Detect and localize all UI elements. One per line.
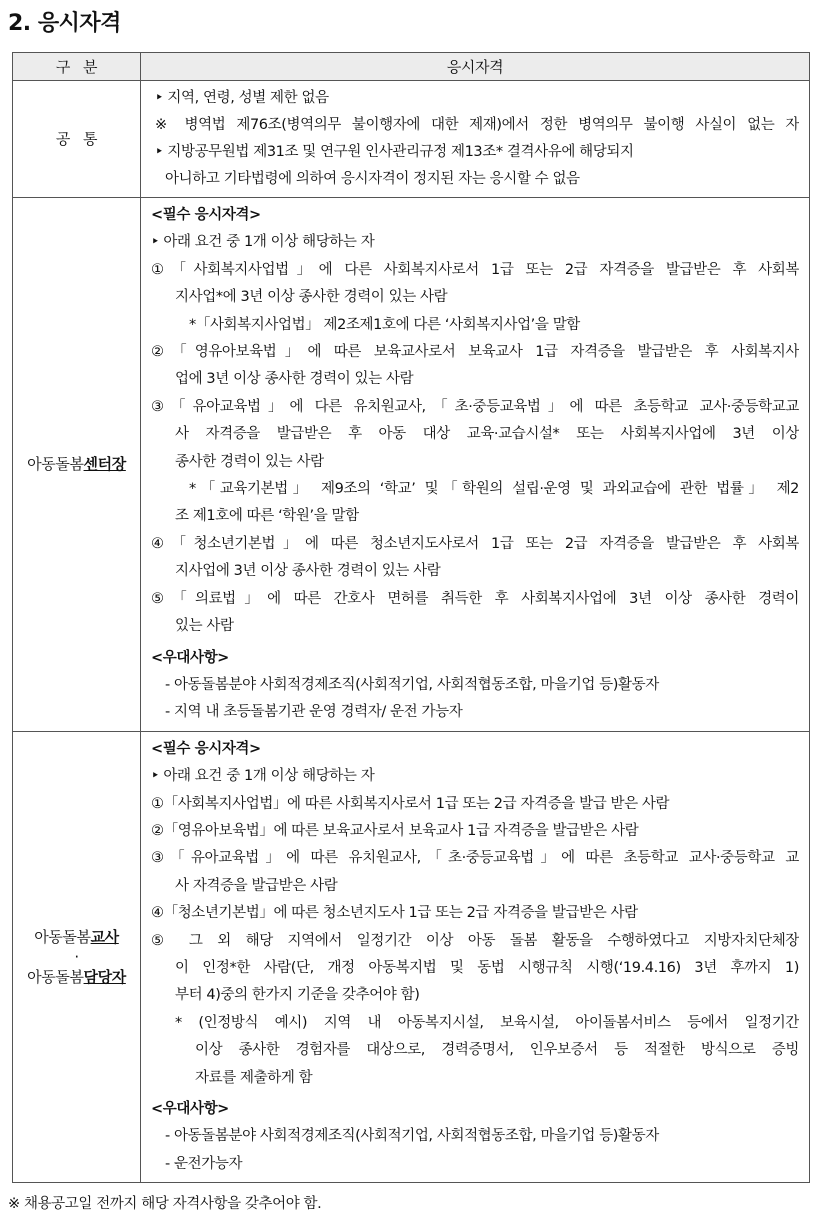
header-content: 응시자격 bbox=[141, 53, 810, 81]
center-head-label bbox=[13, 198, 141, 732]
center-head-label-bold: 센터장 bbox=[83, 455, 126, 474]
requirement-line: ②「영유아보육법」에 따른 보육교사로서 보육교사 1급 자격증을 발급받은 사람 bbox=[151, 822, 639, 839]
preference-line: - 아동돌봄분야 사회적경제조직(사회적기업, 사회적협동조합, 마을기업 등)활동자 bbox=[165, 1128, 659, 1145]
requirement-line: ②「영유아보육법」에 따른 보육교사로서 보육교사 1급 자격증을 발급받은 후 사회복지사 bbox=[151, 344, 799, 361]
common-line: ‣ 지역, 연령, 성별 제한 없음 bbox=[155, 90, 329, 106]
common-line: ※ 병역법 제76조(병역의무 불이행자에 대한 제재)에서 정한 병역의무 불이행 사실이 없는 자 bbox=[155, 117, 799, 133]
footnote: ※ 채용공고일 전까지 해당 자격사항을 갖추어야 함. bbox=[8, 1196, 322, 1212]
header-category: 구 분 bbox=[13, 53, 141, 81]
center-head-row bbox=[13, 198, 810, 732]
teacher-label-prefix: 아동돌봄 bbox=[34, 927, 91, 946]
requirement-note: 조 제1호에 따른 ‘학원’을 말함 bbox=[175, 508, 359, 525]
requirement-line: ⑤「의료법」에 따른 간호사 면허를 취득한 후 사회복지사업에 3년 이상 종사한 경력이 bbox=[151, 590, 799, 607]
common-label: 공 통 bbox=[13, 81, 141, 198]
common-line: ‣ 지방공무원법 제31조 및 연구원 인사관리규정 제13조* 결격사유에 해당되지 bbox=[155, 144, 634, 160]
common-content bbox=[141, 81, 810, 198]
requirement-note: 이상 종사한 경험자를 대상으로, 경력증명서, 인우보증서 등 적절한 방식으로 증빙 bbox=[195, 1042, 799, 1059]
teacher-row bbox=[13, 731, 810, 1183]
requirement-line: 지사업에 3년 이상 종사한 경력이 있는 사람 bbox=[175, 563, 441, 580]
preference-title: <우대사항> bbox=[151, 1101, 229, 1117]
teacher-label bbox=[13, 731, 141, 1183]
preference-line: - 아동돌봄분야 사회적경제조직(사회적기업, 사회적협동조합, 마을기업 등)활동자 bbox=[165, 676, 659, 693]
requirement-line: 부터 4)중의 한가지 기준을 갖추어야 함) bbox=[175, 987, 420, 1004]
requirement-note: * (인정방식 예시) 지역 내 아동복지시설, 보육시설, 아이돌봄서비스 등에서 일정기간 bbox=[175, 1014, 799, 1031]
common-row bbox=[13, 81, 810, 198]
requirement-line: ①「사회복지사업법」에 따른 사회복지사로서 1급 또는 2급 자격증을 발급 받은 사람 bbox=[151, 795, 670, 812]
preference-title: <우대사항> bbox=[151, 649, 229, 666]
common-line: 아니하고 기타법령에 의하여 응시자격이 정지된 자는 응시할 수 없음 bbox=[165, 171, 580, 187]
requirement-line: ④「청소년기본법」에 따른 청소년지도사로서 1급 또는 2급 자격증을 발급받은 후 사회복 bbox=[151, 535, 799, 552]
requirement-line: 이 인정*한 사람(단, 개정 아동복지법 및 동법 시행규칙 시행(‘19.4.16) 3년 후까지 1) bbox=[175, 959, 799, 976]
teacher-content bbox=[141, 731, 810, 1183]
requirement-line: ④「청소년기본법」에 따른 청소년지도사 1급 또는 2급 자격증을 발급받은 사람 bbox=[151, 905, 638, 922]
table-header-row bbox=[13, 53, 810, 81]
requirement-line: ③「유아교육법」에 따른 유치원교사,「초·중등교육법」에 따른 초등학교 교사·중등학교 교 bbox=[151, 850, 799, 867]
requirement-note: 자료를 제출하게 함 bbox=[195, 1069, 313, 1086]
requirement-line: 종사한 경력이 있는 사람 bbox=[175, 453, 324, 470]
requirement-line: ⑤ 그 외 해당 지역에서 일정기간 이상 아동 돌봄 활동을 수행하였다고 지방자치단체장 bbox=[151, 932, 799, 949]
requirement-line: ③「유아교육법」에 다른 유치원교사,「초·중등교육법」에 따른 초등학교 교사·중등학교교 bbox=[151, 398, 799, 415]
requirement-line: 업에 3년 이상 종사한 경력이 있는 사람 bbox=[175, 371, 414, 388]
teacher-label-2 bbox=[14, 962, 139, 992]
requirement-note: *「사회복지사업법」 제2조제1호에 다른 ‘사회복지사업’을 말함 bbox=[189, 316, 580, 333]
requirement-note: *「교육기본법」 제9조의 ‘학교’ 및「학원의 설립·운영 및 과외교습에 관한 법률」 제2 bbox=[189, 481, 799, 498]
requirement-line: 사 자격증을 발급받은 사람 bbox=[175, 877, 338, 894]
requirement-line: 있는 사람 bbox=[175, 618, 234, 635]
requirement-line: 사 자격증을 발급받은 후 아동 대상 교육·교습시설* 또는 사회복지사업에 3년 이상 bbox=[175, 426, 799, 443]
requirement-line: ①「사회복지사업법」에 다른 사회복지사로서 1급 또는 2급 자격증을 발급받은 후 사회복 bbox=[151, 261, 799, 278]
required-title: <필수 응시자격> bbox=[151, 740, 261, 757]
requirement-line: ‣ 아래 요건 중 1개 이상 해당하는 자 bbox=[151, 234, 375, 251]
manager-label-bold: 담당자 bbox=[83, 967, 126, 986]
manager-label-prefix: 아동돌봄 bbox=[27, 967, 84, 986]
center-head-label-prefix: 아동돌봄 bbox=[27, 455, 84, 474]
requirement-line: ‣ 아래 요건 중 1개 이상 해당하는 자 bbox=[151, 768, 375, 785]
section-title: 2. 응시자격 bbox=[8, 11, 121, 36]
qualification-table bbox=[12, 52, 810, 1183]
teacher-label-bold: 교사 bbox=[90, 927, 119, 946]
required-title: <필수 응시자격> bbox=[151, 207, 261, 223]
preference-line: - 지역 내 초등돌봄기관 운영 경력자/ 운전 가능자 bbox=[165, 704, 463, 721]
teacher-label-separator: · bbox=[74, 947, 79, 966]
requirement-line: 지사업*에 3년 이상 종사한 경력이 있는 사람 bbox=[175, 289, 448, 306]
preference-line: - 운전가능자 bbox=[165, 1155, 243, 1172]
center-head-content bbox=[141, 198, 810, 732]
